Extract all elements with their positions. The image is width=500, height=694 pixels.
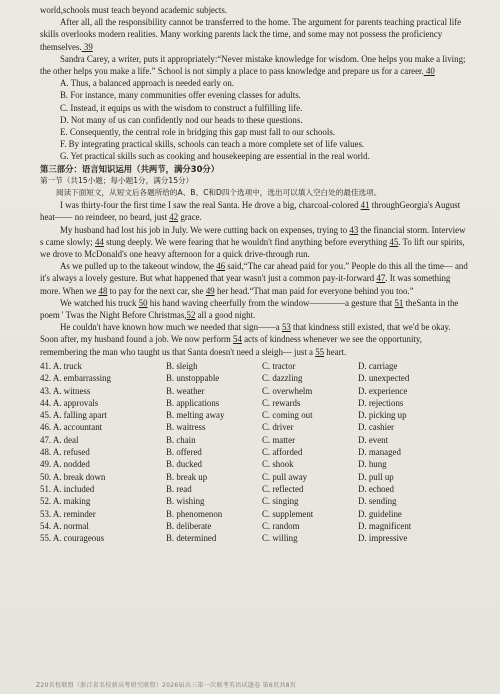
choice-d: D. pull up xyxy=(358,471,394,482)
choice-a: 46. A. accountant xyxy=(40,422,103,433)
choice-c: C. matter xyxy=(262,434,296,445)
choice-d: D. sending xyxy=(358,496,397,507)
choice-a: 43. A. witness xyxy=(40,385,91,396)
option-g: G. Yet practical skills such as cooking and housekeeping are essential in the real world. xyxy=(60,151,370,162)
part-three-title: 第三部分：语言知识运用（共两节，满分30分） xyxy=(40,163,220,174)
choice-row-47 xyxy=(40,434,460,446)
passage-paragraph: After all, all the responsibility cannot be transferred to the home. The argument for parents teaching practical life skills overlooks modern realities. Many working parents lack the time, and some may not possess the proficiency themselves. 39 xyxy=(40,17,462,52)
choice-a: 48. A. refused xyxy=(40,447,90,458)
choice-row-44 xyxy=(40,397,460,409)
choice-b: B. waitress xyxy=(166,422,206,433)
choice-row-48 xyxy=(40,446,460,458)
choice-a: 49. A. nodded xyxy=(40,459,90,470)
choice-row-41 xyxy=(40,360,460,372)
choice-d: D. picking up xyxy=(358,410,407,421)
choice-c: C. pull away xyxy=(262,471,308,482)
choice-b: B. break up xyxy=(166,471,208,482)
passage-paragraph: Sandra Carey, a writer, puts it appropriately:“Never mistake knowledge for wisdom. One helps you make a living; the other helps you make a life.” School is not simply a place to pass knowledge and prepare us for a career. 40 xyxy=(40,53,466,77)
choice-b: B. ducked xyxy=(166,459,202,470)
option-e: E. Consequently, the central role in bridging this gap must fall to our schools. xyxy=(60,127,335,138)
choice-b: B. unstoppable xyxy=(166,373,220,384)
blank-52: 52 xyxy=(186,310,196,321)
choice-a: 52. A. making xyxy=(40,496,91,507)
blank-47: 47 xyxy=(376,273,386,284)
choice-a: 45. A. falling apart xyxy=(40,410,107,421)
choice-row-52 xyxy=(40,495,460,507)
choice-a: 42. A. embarrassing xyxy=(40,373,111,384)
choice-b: B. offered xyxy=(166,447,202,458)
blank-42: 42 xyxy=(169,212,179,223)
choice-row-53 xyxy=(40,507,460,519)
section-one-title: 第一节（共15小题；每小题1分，满分15分） xyxy=(40,175,194,185)
choice-c: C. driver xyxy=(262,422,294,433)
option-f: F. By integrating practical skills, schools can teach a more complete set of life values. xyxy=(60,139,365,150)
choice-b: B. wishing xyxy=(166,496,205,507)
blank-44: 44 xyxy=(94,236,104,247)
choice-c: C. supplement xyxy=(262,508,314,519)
blank-50: 50 xyxy=(138,297,148,308)
choice-c: C. rewards xyxy=(262,397,301,408)
option-c: C. Instead, it equips us with the wisdom to construct a fulfilling life. xyxy=(60,102,303,113)
option-a: A. Thus, a balanced approach is needed early on. xyxy=(60,78,235,89)
blank-43: 43 xyxy=(349,224,359,235)
page-footer: Z20名校联盟（浙江省名校新高考研究联盟）2026届高三第一次联考英语试题卷 第6页共8页 xyxy=(36,681,297,689)
choice-a: 47. A. deal xyxy=(40,434,79,445)
choice-c: C. coming out xyxy=(262,410,313,421)
choice-b: B. sleigh xyxy=(166,360,198,371)
choice-d: D. managed xyxy=(358,447,401,458)
blank-45: 45 xyxy=(389,236,399,247)
choice-row-42 xyxy=(40,372,460,384)
option-d: D. Not many of us can confidently nod our heads to these questions. xyxy=(60,114,303,125)
blank-55: 55 xyxy=(315,346,325,357)
choice-b: B. deliberate xyxy=(166,520,212,531)
choice-a: 41. A. truck xyxy=(40,360,82,371)
choice-a: 54. A. normal xyxy=(40,520,89,531)
answer-choices-table xyxy=(40,360,460,544)
choice-b: B. applications xyxy=(166,397,220,408)
choice-c: C. shook xyxy=(262,459,294,470)
choice-c: C. afforded xyxy=(262,447,303,458)
passage-continued-line: world,schools must teach beyond academic subjects. xyxy=(40,5,228,15)
choice-row-50 xyxy=(40,471,460,483)
choice-d: D. echoed xyxy=(358,483,394,494)
choice-row-55 xyxy=(40,532,460,544)
option-b: B. For instance, many communities offer evening classes for adults. xyxy=(60,90,301,101)
cloze-paragraph: My husband had lost his job in July. We were cutting back on expenses, trying to 43 the financial storm. Interview s came slowly; 44 stung deeply. We were fearing that he wouldn't find anything before everything 45. To lift our spirits, we drove to McDonald's one heavy afternoon for a quick drive-through run. xyxy=(40,224,466,260)
blank-46: 46 xyxy=(216,261,226,272)
choice-b: B. phenomenon xyxy=(166,508,223,519)
cloze-paragraph: He couldn't have known how much we needed that sign——a 53 that kindness still existed, that we'd be okay. Soon after, my husband found a job. We now perform 54 acts of kindness whenever we see the opportunity, remembering the man who taught us that Santa doesn't need a sleigh— just a 55 heart. xyxy=(40,322,451,357)
choice-a: 55. A. courageous xyxy=(40,533,105,544)
choice-d: D. experience xyxy=(358,385,408,396)
cloze-paragraph: As we pulled up to the takeout window, the 46 said,“The car ahead paid for you.” People do this all the time— and it's always a lovely gesture. But what happened that year wasn't just a common pay-it-forward 47. It was something more. When we 48 to pay for the next car, she 49 her head.“That man paid for everyone behind you too.” xyxy=(40,261,468,296)
choice-c: C. random xyxy=(262,520,300,531)
choice-d: D. cashier xyxy=(358,422,394,433)
choice-d: D. guideline xyxy=(358,508,402,519)
cloze-paragraph: We watched his truck 50 his hand waving cheerfully from the window————a gesture that 51 theSanta in the poem ' Twas the Night Before Christmas,52 all a good night. xyxy=(40,297,459,321)
blank-54: 54 xyxy=(233,334,242,345)
blank-40: 40 xyxy=(423,66,435,77)
choice-b: B. chain xyxy=(166,434,196,445)
choice-d: D. magnificent xyxy=(358,520,412,531)
choice-b: B. determined xyxy=(166,533,217,544)
blank-53: 53 xyxy=(281,322,291,333)
choice-d: D. rejections xyxy=(358,397,404,408)
choice-a: 44. A. approvals xyxy=(40,397,99,408)
choice-c: C. dazzling xyxy=(262,373,303,384)
blank-39: 39 xyxy=(81,41,93,52)
choice-a: 50. A. break down xyxy=(40,471,106,482)
blank-41: 41 xyxy=(360,200,370,211)
choice-d: D. unexpected xyxy=(358,373,410,384)
choice-b: B. read xyxy=(166,483,192,494)
choice-row-43 xyxy=(40,384,460,396)
choice-row-54 xyxy=(40,520,460,532)
choice-row-46 xyxy=(40,421,460,433)
choice-c: C. singing xyxy=(262,496,299,507)
choice-a: 53. A. reminder xyxy=(40,508,96,519)
blank-48: 48 xyxy=(98,285,108,296)
blank-49: 49 xyxy=(205,285,215,296)
choice-row-45 xyxy=(40,409,460,421)
choice-c: C. willing xyxy=(262,533,298,544)
choice-a: 51. A. included xyxy=(40,483,95,494)
choice-row-51 xyxy=(40,483,460,495)
choice-c: C. reflected xyxy=(262,483,304,494)
choice-c: C. tractor xyxy=(262,360,296,371)
choice-b: B. melting away xyxy=(166,410,225,421)
choice-d: D. hung xyxy=(358,459,387,470)
choice-d: D. impressive xyxy=(358,533,408,544)
choice-row-49 xyxy=(40,458,460,470)
cloze-paragraph: I was thirty-four the first time I saw the real Santa. He drove a big, charcoal-colored 41 throughGeorgia's August heat—— no reindeer, no beard, just 42 grace. xyxy=(40,200,461,223)
blank-51: 51 xyxy=(394,297,404,308)
choice-d: D. carriage xyxy=(358,360,398,371)
choice-c: C. overwhelm xyxy=(262,385,313,396)
cloze-instruction: 阅读下面短文，从短文后各题所给的A、B、C和D四个选项中，选出可以填入空白处的最佳选项。 xyxy=(56,188,382,198)
choice-d: D. event xyxy=(358,434,389,445)
choice-b: B. weather xyxy=(166,385,205,396)
